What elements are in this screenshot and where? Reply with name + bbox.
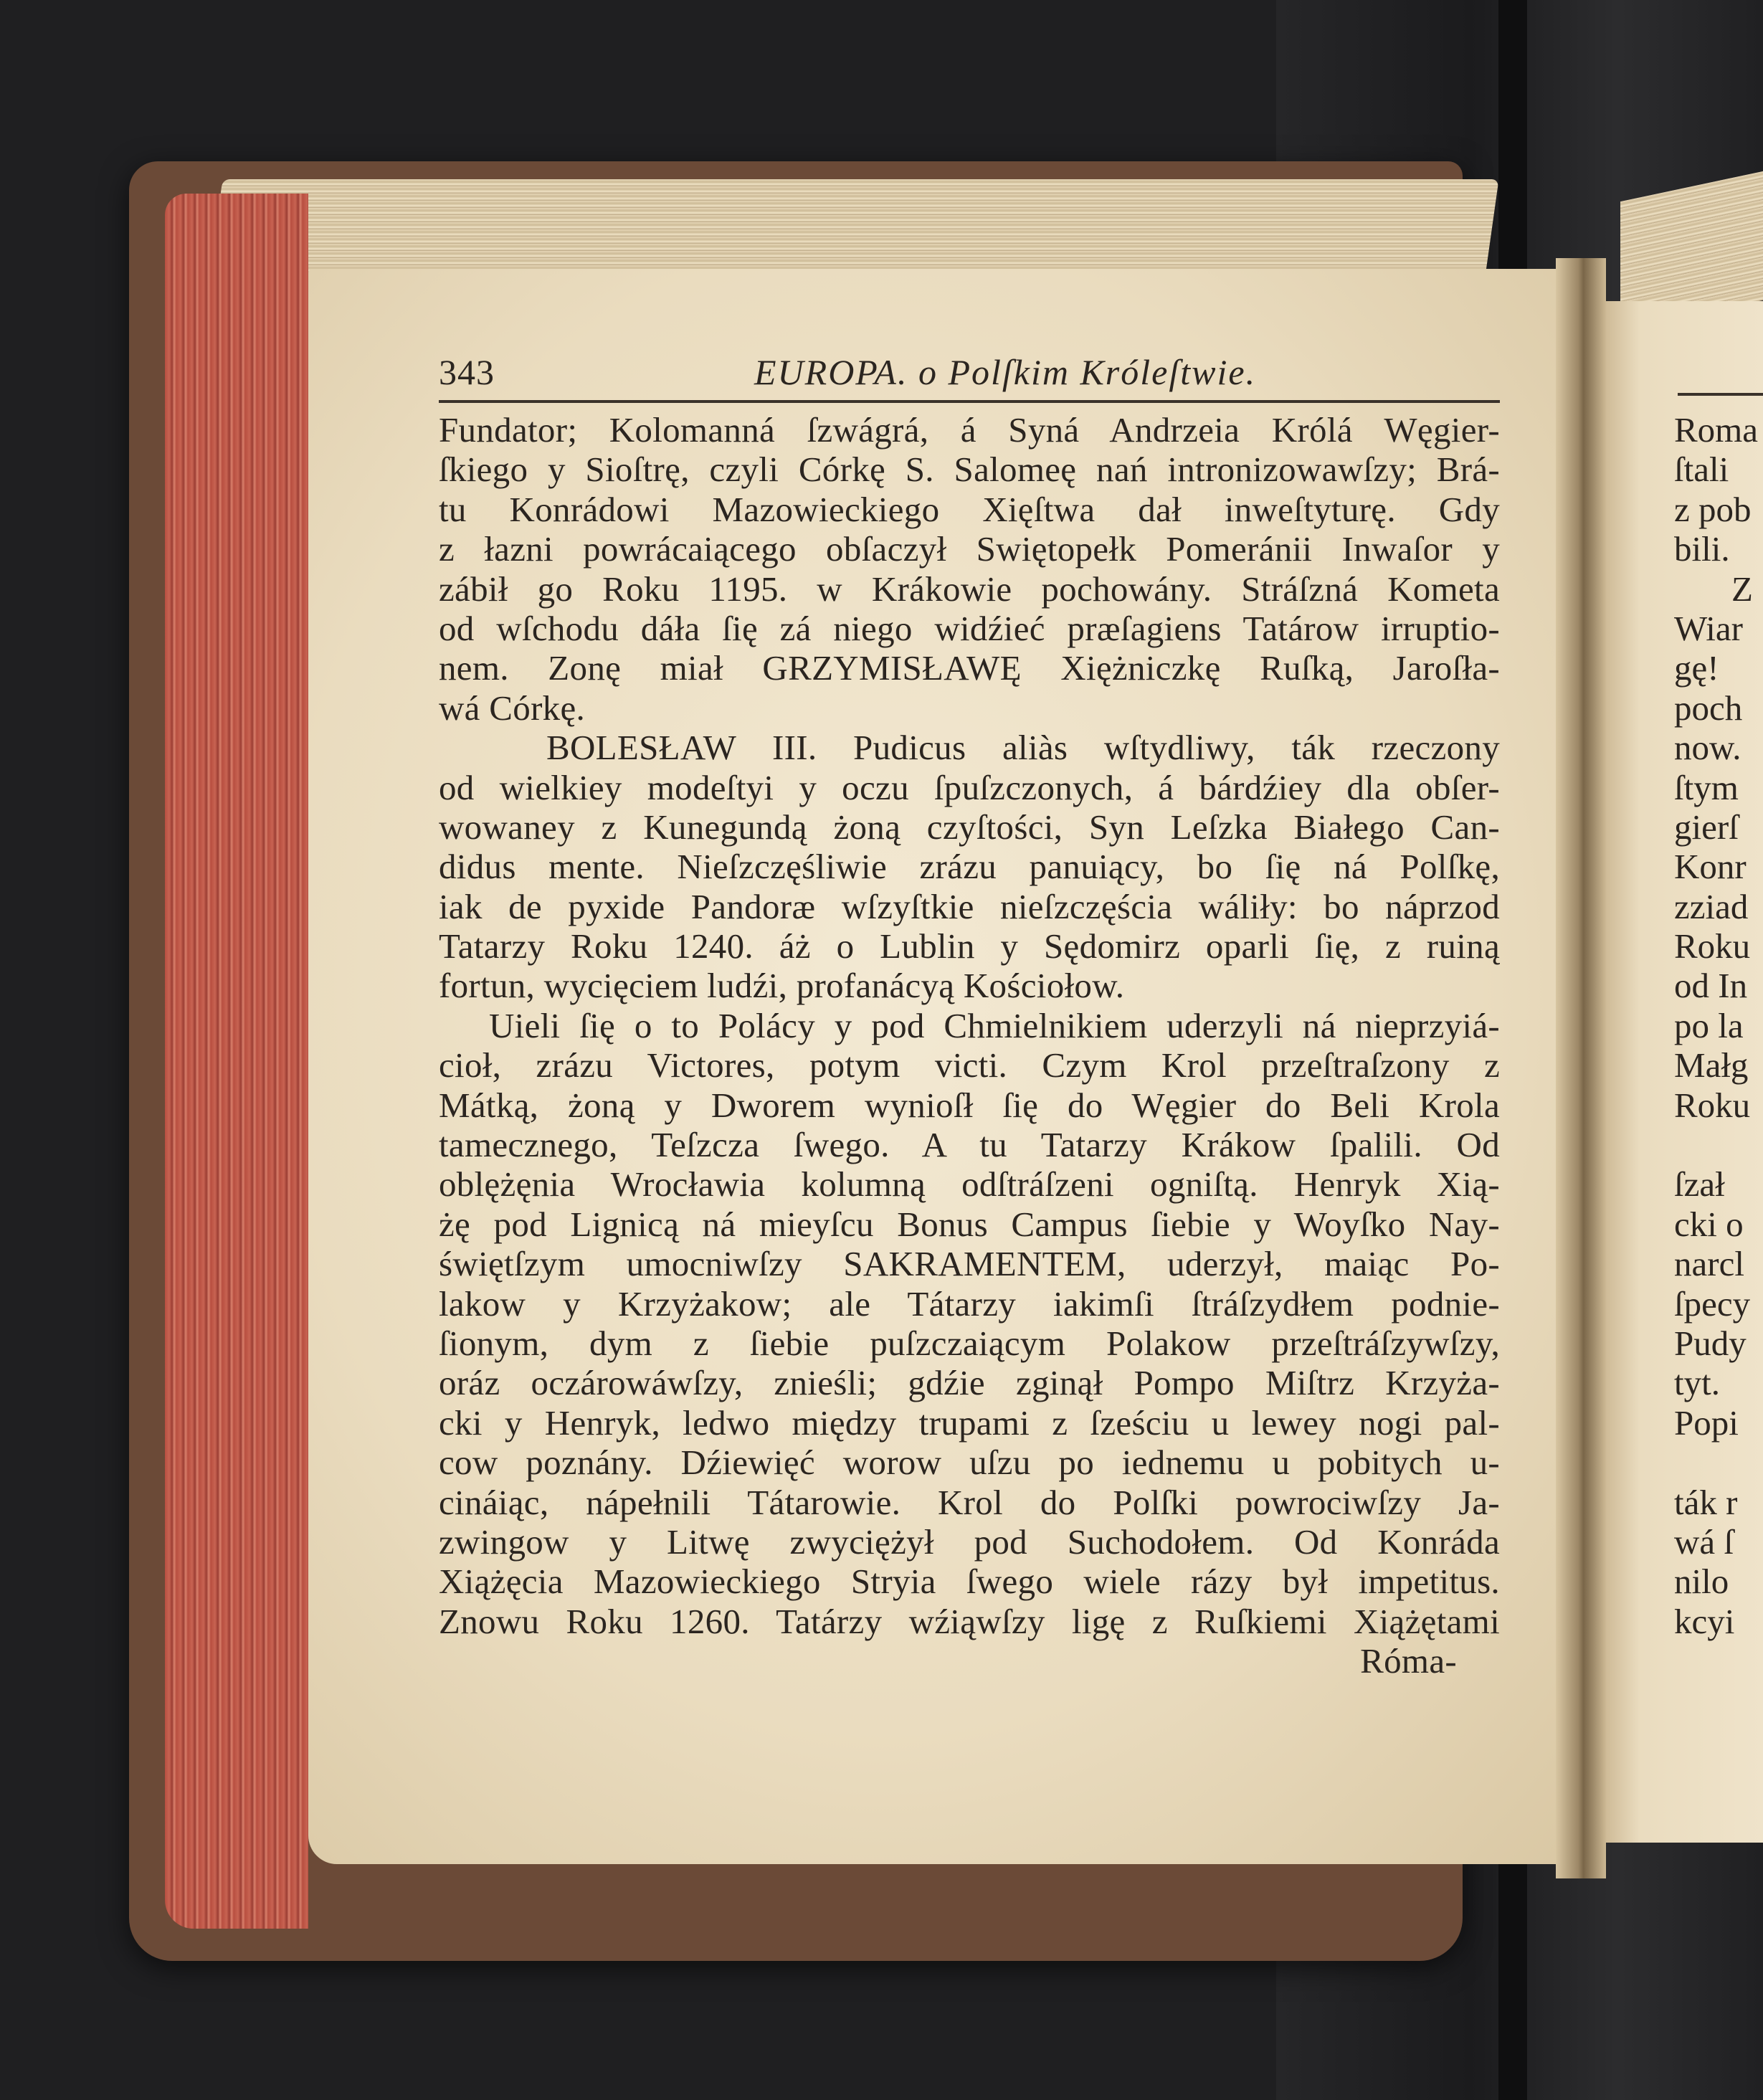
next-page-fragment: now. — [1674, 728, 1741, 768]
page-header — [439, 351, 1500, 402]
next-page-fragment: od In — [1674, 966, 1748, 1006]
text-line: od wielkiey modeſtyi y oczu ſpuſzczonych, á bárdźiey dla obſer- — [439, 767, 1500, 807]
next-page-fragment: Konr — [1674, 847, 1747, 887]
next-page-fragment: cki o — [1674, 1204, 1744, 1244]
text-line: cináiąc, nápełnili Tátarowie. Krol do Polſki powrociwſzy Ja- — [439, 1482, 1500, 1522]
next-page-fragment: tyt. — [1674, 1363, 1720, 1403]
next-page-text — [1674, 410, 1763, 1641]
next-page-fragment: ták r — [1674, 1482, 1738, 1522]
next-page-fragment: Roku — [1674, 1085, 1751, 1125]
text-line: ſionym, dym z ſiebie puſzczaiącym Polakow przeſtráſzywſzy, — [439, 1323, 1500, 1363]
book-gutter — [1556, 258, 1606, 1878]
next-page-fragment: ſzał — [1674, 1164, 1725, 1205]
next-page-fragment: ſtali — [1674, 450, 1729, 490]
next-page-fragment: Małg — [1674, 1045, 1749, 1085]
next-page-fragment: gę! — [1674, 648, 1719, 688]
text-line: iak de pyxide Pandoræ wſzyſtkie nieſzczęścia wáliły: bo náprzod — [439, 886, 1500, 926]
catchword: Róma- — [1360, 1641, 1457, 1681]
text-line: wá Córkę. — [439, 688, 586, 728]
next-page-fragment: narcl — [1674, 1244, 1744, 1284]
next-page-fragment: Popi — [1674, 1402, 1739, 1443]
text-line: Xiążęcia Mazowieckiego Stryia ſwego wiele rázy był impetitus. — [439, 1562, 1500, 1602]
next-page-fragment: Roma — [1674, 410, 1759, 450]
next-page-fragment: Pudy — [1674, 1323, 1747, 1363]
next-page-fragment: ſtym — [1674, 767, 1739, 807]
next-page-fragment: Z — [1731, 569, 1753, 609]
text-line: tamecznego, Teſzcza ſwego. A tu Tatarzy Krákow ſpalili. Od — [439, 1125, 1500, 1165]
text-line: ſkiego y Sioſtrę, czyli Córkę S. Salomeę nań intronizowawſzy; Brá- — [439, 450, 1500, 490]
next-page-fragment: bili. — [1674, 529, 1730, 569]
text-line: lakow y Krzyżakow; ale Tátarzy iakimſi ſtráſzydłem podnie- — [439, 1283, 1500, 1324]
text-line: Znowu Roku 1260. Tatárzy wźiąwſzy ligę z Ruſkiemi Xiążętami — [439, 1601, 1500, 1641]
next-page-fragment: gierſ — [1674, 807, 1739, 847]
text-line: BOLESŁAW III. Pudicus aliàs wſtydliwy, ták rzeczony — [546, 728, 1500, 768]
next-page-fragment: po la — [1674, 1005, 1744, 1045]
text-line: zábił go Roku 1195. w Krákowie pochowány. Stráſzná Kometa — [439, 569, 1500, 609]
header-rule — [439, 400, 1500, 403]
next-page-fragment: kcyi — [1674, 1601, 1735, 1641]
body-text — [439, 410, 1500, 1681]
next-page-fragment: ſpecy — [1674, 1283, 1751, 1324]
next-page-fragment: wá ſ — [1674, 1521, 1734, 1562]
next-page-fragment: zziad — [1674, 886, 1749, 926]
text-line: cioł, zrázu Victores, potym victi. Czym Krol przeſtraſzony z — [439, 1045, 1500, 1085]
page-side-edges — [165, 194, 308, 1929]
text-line: od wſchodu dáła ſię zá niego widźieć præſagiens Tatárow irruptio- — [439, 608, 1500, 648]
next-page-fragment: z pob — [1674, 489, 1752, 529]
text-line: cow poznány. Dźiewięć worow uſzu po iednemu u pobitych u- — [439, 1443, 1500, 1483]
text-line: didus mente. Nieſzczęśliwie zrázu panuiący, bo ſię ná Polſkę, — [439, 847, 1500, 887]
text-line: żę pod Lignicą ná mieyſcu Bonus Campus ſiebie y Woyſko Nay- — [439, 1204, 1500, 1244]
text-line: Mátką, żoną y Dworem wynioſł ſię do Węgier do Beli Krola — [439, 1085, 1500, 1125]
text-line: Uieli ſię o to Polácy y pod Chmielnikiem uderzyli ná nieprzyiá- — [489, 1005, 1500, 1045]
running-head: EUROPA. o Polſkim Króleſtwie. — [754, 352, 1257, 392]
next-page-fragment: nilo — [1674, 1562, 1729, 1602]
text-line: nem. Zonę miał GRZYMISŁAWĘ Xiężniczkę Ruſką, Jaroſła- — [439, 648, 1500, 688]
text-line: Fundator; Kolomanná ſzwágrá, á Syná Andrzeia Królá Węgier- — [439, 410, 1500, 450]
text-line: wowaney z Kunegundą żoną czyſtości, Syn Leſzka Białego Can- — [439, 807, 1500, 847]
next-page-fragment — [1674, 1443, 1763, 1482]
text-line: Tatarzy Roku 1240. áż o Lublin y Sędomirz oparli ſię, z ruiną — [439, 926, 1500, 966]
text-line: zwingow y Litwę zwyciężył pod Suchodołem. Od Konráda — [439, 1521, 1500, 1562]
text-line: z łazni powrácaiącego obſaczył Swiętopełk Pomeránii Inwaſor y — [439, 529, 1500, 569]
page-number: 343 — [439, 352, 495, 392]
next-page-fragment — [1674, 1125, 1763, 1164]
next-page-fragment: poch — [1674, 688, 1743, 728]
next-page-fragment: Roku — [1674, 926, 1751, 966]
text-line: świętſzym umocniwſzy SAKRAMENTEM, uderzył, maiąc Po- — [439, 1244, 1500, 1284]
next-page-fragment: Wiar — [1674, 608, 1743, 648]
text-line: cki y Henryk, ledwo między trupami z ſześciu u lewey nogi pal- — [439, 1402, 1500, 1443]
next-page-rule — [1678, 393, 1763, 396]
text-line: oráz oczárowáwſzy, znieśli; gdźie zginął Pompo Miſtrz Krzyża- — [439, 1363, 1500, 1403]
text-line: fortun, wycięciem ludźi, profanácyą Kościołow. — [439, 966, 1125, 1006]
text-line: oblężęnia Wrocławia kolumną odſtráſzeni ogniſtą. Henryk Xią- — [439, 1164, 1500, 1205]
text-line: tu Konrádowi Mazowieckiego Xięſtwa dał inweſtyturę. Gdy — [439, 489, 1500, 529]
